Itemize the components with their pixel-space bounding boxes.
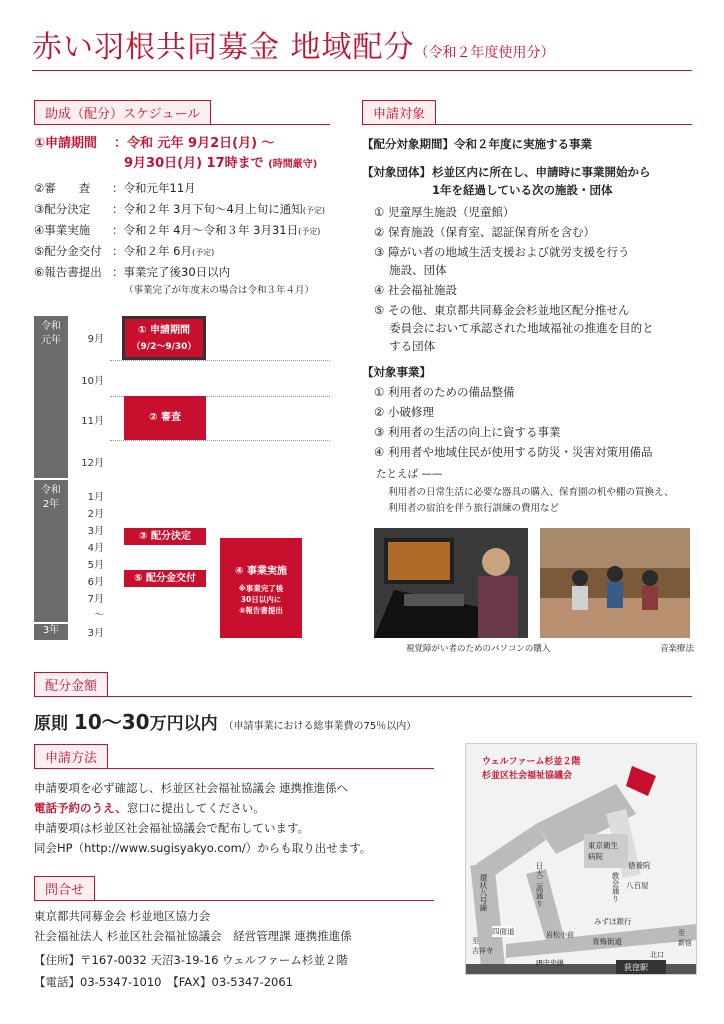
method-label: 申請方法: [34, 744, 108, 769]
gantt-year-r3: 3年: [34, 624, 68, 640]
gantt-month: 3月: [87, 628, 104, 639]
map-station: 荻窪駅: [624, 963, 648, 972]
schedule-item-report: ⑥報告書提出 ：事業完了後30日以内: [34, 265, 231, 279]
map-exit: 北口: [650, 951, 664, 959]
org-item: ③ 障がい者の地域生活支援および就労支援を行う: [374, 245, 630, 259]
photo-music-caption: 音楽療法: [660, 644, 695, 654]
schedule-item-implement: ④事業実施 ：令和２年 4月〜令和３年 3月31日(予定): [34, 223, 321, 237]
map-road-kanpachi: 環状八号線: [479, 874, 488, 912]
gantt-bar-apply-sub: （9/2〜9/30）: [131, 342, 197, 352]
map-crossing-iwamatsu: 岩松小前: [546, 931, 574, 939]
contact-label: 問合せ: [34, 876, 95, 901]
gantt-month: 4月: [87, 543, 104, 554]
photo-computer-caption: 視覚障がい者のためのパソコンの購入: [406, 644, 551, 654]
method-underline: [34, 768, 434, 769]
gantt-month: 5月: [87, 560, 104, 571]
gantt-month: 〜: [94, 610, 104, 621]
project-item: ④ 利用者や地域住民が使用する防災・災害対策用備品: [374, 445, 653, 459]
schedule-underline: [34, 124, 330, 125]
photo-music: [540, 528, 690, 638]
amount-label: 配分金額: [34, 672, 108, 697]
schedule-item-payment: ⑤配分金交付 ：令和２年 6月(予定): [34, 244, 215, 258]
contact-address: 【住所】〒167-0032 天沼3-19-16 ウェルファーム杉並２階: [34, 953, 348, 967]
org-item: ① 児童厚生施設（児童館）: [374, 205, 515, 219]
gantt-bar-payment: ⑤ 配分金交付: [124, 570, 206, 587]
map-road-kyokai: 教会通り: [611, 872, 620, 902]
target-org-label: 【対象団体】: [362, 165, 431, 179]
schedule-gantt: [34, 316, 330, 640]
map-road-oume: 青梅街道: [592, 937, 622, 946]
amount-value: 原則 10〜30万円以内 （申請事業における総事業費の75％以内）: [34, 710, 417, 734]
gantt-bar-apply-label: ① 申請期間: [138, 325, 190, 336]
map-temple: 徳養院: [628, 861, 651, 870]
org-item: 委員会において承認された地域福祉の推進を目的と: [374, 321, 654, 335]
org-item: 施設、団体: [374, 263, 447, 277]
map-title1: ウェルファーム杉並２階: [482, 757, 581, 767]
gantt-year-r1: 令和 元年: [34, 316, 68, 478]
example-line1: 利用者の日常生活に必要な器具の購入、保育園の机や棚の買換え、: [388, 487, 674, 498]
gantt-bar-review: ② 審査: [124, 396, 206, 440]
gantt-divider: [110, 360, 330, 361]
target-org-text2: 1年を経過している次の施設・団体: [432, 183, 613, 197]
project-item: ① 利用者のための備品整備: [374, 385, 515, 399]
map-jr-line: JR中央線: [536, 959, 564, 967]
gantt-month: 6月: [87, 577, 104, 588]
method-line2: 電話予約のうえ、窓口に提出してください。: [34, 801, 265, 815]
report-note: （事業完了が年度末の場合は令和３年４月）: [124, 285, 315, 296]
schedule-item-review: ②審 査 ：令和元年11月: [34, 181, 196, 195]
gantt-month: 7月: [87, 594, 104, 605]
photo-music-art: [540, 528, 690, 638]
contact-org2: 社会福祉法人 杉並区社会福祉協議会 経営管理課 連携推進係: [34, 929, 352, 943]
map-hospital: 東京衛生 病院: [588, 841, 618, 861]
example-line2: 利用者の宿泊を伴う旅行訓練の費用など: [388, 503, 560, 514]
amount-underline: [34, 696, 692, 697]
org-item: する団体: [374, 339, 436, 353]
project-item: ③ 利用者の生活の向上に資する事業: [374, 425, 561, 439]
map-title2: 杉並区社会福祉協議会: [482, 771, 573, 781]
photo-computer-art: [374, 528, 528, 638]
location-map[interactable]: [465, 743, 697, 975]
method-line1: 申請要項を必ず確認し、杉並区社会福祉協議会 連携推進係へ: [34, 781, 349, 795]
contact-phone: 【電話】03-5347-1010 【FAX】03-5347-2061: [34, 975, 293, 989]
gantt-bar-apply: [122, 316, 206, 360]
gantt-divider: [110, 440, 330, 441]
apply-period-line2: 9月30日(月) 17時まで (時間厳守): [124, 156, 318, 171]
contact-org1: 東京都共同募金会 杉並地区協力会: [34, 909, 211, 923]
org-item: ② 保育施設（保育室、認証保育所を含む）: [374, 225, 595, 239]
target-underline: [362, 124, 692, 125]
contact-underline: [34, 900, 434, 901]
map-bank: みずほ銀行: [594, 917, 632, 926]
gantt-month: 12月: [81, 458, 104, 469]
org-item: ④ 社会福祉施設: [374, 283, 457, 297]
title-rule: [32, 70, 692, 71]
target-period: 【配分対象期間】令和２年度に実施する事業: [362, 137, 592, 151]
target-label: 申請対象: [362, 100, 436, 125]
map-road-nichidai: 日大二高通り: [535, 862, 544, 907]
apply-period-label: ①申請期間: [34, 136, 98, 151]
project-item: ② 小破修理: [374, 405, 434, 419]
example-label: たとえば ——: [376, 468, 443, 480]
map-to-shinjuku: 至 新宿: [678, 929, 692, 947]
gantt-bar-decision: ③ 配分決定: [124, 528, 206, 545]
gantt-year-r2: 令和 2年: [34, 480, 68, 622]
gantt-bar-implement: [220, 538, 302, 638]
gantt-bar-implement-note: ※事業完了後 30日以内に ⑥報告書提出: [238, 584, 284, 615]
gantt-bar-implement-label: ④ 事業実施: [235, 566, 287, 577]
schedule-item-decision: ③配分決定 ：令和２年 3月下旬〜4月上旬に通知(予定): [34, 202, 326, 216]
schedule-label: 助成（配分）スケジュール: [34, 100, 211, 125]
map-store: 八百屋: [626, 881, 649, 890]
gantt-month: 9月: [87, 334, 104, 345]
gantt-month: 10月: [81, 376, 104, 387]
apply-period-line1: ：令和 元年 9月2日(月) 〜: [114, 136, 275, 151]
gantt-month: 1月: [87, 492, 104, 503]
gantt-month: 3月: [87, 526, 104, 537]
page-title: 赤い羽根共同募金 地域配分（令和２年度使用分）: [32, 30, 555, 65]
target-project-label: 【対象事業】: [362, 365, 431, 379]
map-to-kichijoji: 至 吉祥寺: [472, 937, 493, 955]
method-line3: 申請要項は杉並区社会福祉協議会で配布しています。: [34, 821, 310, 835]
org-item: ⑤ その他、東京都共同募金会杉並地区配分推せん: [374, 303, 630, 317]
gantt-month: 2月: [87, 509, 104, 520]
map-crossing-shimendo: 四面道: [492, 927, 515, 936]
photo-computer: [374, 528, 528, 638]
method-line4: 同会HP（http://www.sugisyakyo.com/）からも取り出せます。: [34, 841, 372, 855]
gantt-month: 11月: [81, 416, 104, 427]
target-org-text1: 杉並区内に所在し、申請時に事業開始から: [432, 165, 651, 179]
